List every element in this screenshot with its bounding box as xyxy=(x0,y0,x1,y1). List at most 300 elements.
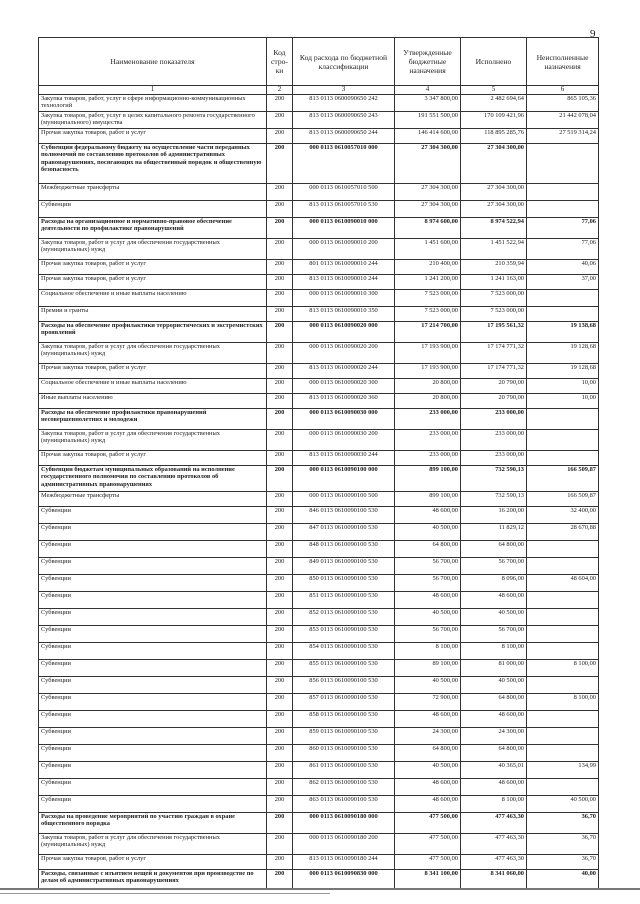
row-code: 200 xyxy=(267,855,293,870)
row-approved: 7 523 000,00 xyxy=(395,290,461,307)
table-row xyxy=(39,855,599,870)
table-row xyxy=(39,275,599,290)
row-code: 200 xyxy=(267,507,293,524)
row-kbk: 813 0113 0610090180 244 xyxy=(293,855,395,870)
row-unexecuted: 28 670,88 xyxy=(527,524,599,541)
row-approved: 210 400,00 xyxy=(395,260,461,275)
row-name: Прочая закупка товаров, работ и услуг xyxy=(39,275,267,290)
table-row xyxy=(39,451,599,466)
table-row xyxy=(39,711,599,728)
table-row xyxy=(39,575,599,592)
row-executed: 8 096,00 xyxy=(461,575,527,592)
row-approved: 40 500,00 xyxy=(395,609,461,626)
row-executed: 81 000,00 xyxy=(461,660,527,677)
row-approved: 56 700,00 xyxy=(395,558,461,575)
row-name: Субвенции xyxy=(39,626,267,643)
row-kbk: 813 0113 0610090020 360 xyxy=(293,394,395,409)
row-kbk: 860 0113 0610090100 530 xyxy=(293,745,395,762)
row-code: 200 xyxy=(267,762,293,779)
row-unexecuted xyxy=(527,728,599,745)
header-executed: Исполнено xyxy=(461,38,527,86)
page-number: 9 xyxy=(590,28,596,40)
header-approved: Утвержденные бюджетные назначения xyxy=(395,38,461,86)
table-row xyxy=(39,466,599,492)
table-row xyxy=(39,409,599,430)
row-kbk: 000 0113 0610057010 000 xyxy=(293,144,395,184)
row-approved: 89 100,00 xyxy=(395,660,461,677)
row-code: 200 xyxy=(267,394,293,409)
row-unexecuted: 19 128,68 xyxy=(527,343,599,364)
row-executed: 24 300,00 xyxy=(461,728,527,745)
row-executed: 8 100,00 xyxy=(461,796,527,813)
row-name: Субвенции xyxy=(39,694,267,711)
row-approved: 8 974 600,00 xyxy=(395,218,461,239)
row-name: Закупка товаров, работ и услуг для обеспечения государственных (муниципальных) нужд xyxy=(39,239,267,260)
row-code: 200 xyxy=(267,677,293,694)
row-kbk: 859 0113 0610090100 530 xyxy=(293,728,395,745)
row-code: 200 xyxy=(267,813,293,834)
row-code: 200 xyxy=(267,364,293,379)
row-unexecuted xyxy=(527,184,599,201)
row-unexecuted xyxy=(527,541,599,558)
row-unexecuted: 36,70 xyxy=(527,813,599,834)
row-code: 200 xyxy=(267,466,293,492)
row-executed: 56 700,00 xyxy=(461,558,527,575)
row-code: 200 xyxy=(267,129,293,144)
row-code: 200 xyxy=(267,834,293,855)
table-row xyxy=(39,239,599,260)
row-kbk: 850 0113 0610090100 530 xyxy=(293,575,395,592)
table-row xyxy=(39,643,599,660)
row-executed: 7 523 000,00 xyxy=(461,290,527,307)
row-code: 200 xyxy=(267,144,293,184)
row-name: Расходы на организационное и нормативно-правовое обеспечение деятельности по профилактике правонарушений xyxy=(39,218,267,239)
table-row xyxy=(39,260,599,275)
row-executed: 477 463,30 xyxy=(461,813,527,834)
row-kbk: 000 0113 0610090100 500 xyxy=(293,492,395,507)
column-number-row xyxy=(39,86,599,95)
row-code: 200 xyxy=(267,779,293,796)
row-kbk: 000 0113 0610057010 500 xyxy=(293,184,395,201)
row-code: 200 xyxy=(267,343,293,364)
table-row xyxy=(39,524,599,541)
row-approved: 72 900,00 xyxy=(395,694,461,711)
row-executed: 27 304 300,00 xyxy=(461,144,527,184)
table-row xyxy=(39,796,599,813)
row-kbk: 863 0113 0610090100 530 xyxy=(293,796,395,813)
row-kbk: 813 0113 0600090650 244 xyxy=(293,129,395,144)
row-code: 200 xyxy=(267,609,293,626)
table-row xyxy=(39,184,599,201)
row-name: Прочая закупка товаров, работ и услуг xyxy=(39,129,267,144)
row-approved: 56 700,00 xyxy=(395,626,461,643)
row-approved: 1 451 600,00 xyxy=(395,239,461,260)
row-approved: 40 500,00 xyxy=(395,524,461,541)
row-executed: 477 463,30 xyxy=(461,834,527,855)
row-executed: 477 463,30 xyxy=(461,855,527,870)
row-executed: 1 241 163,00 xyxy=(461,275,527,290)
row-name: Субвенции xyxy=(39,592,267,609)
row-unexecuted xyxy=(527,409,599,430)
row-code: 200 xyxy=(267,95,293,112)
table-row xyxy=(39,592,599,609)
row-approved: 56 700,00 xyxy=(395,575,461,592)
row-unexecuted xyxy=(527,643,599,660)
scan-edge-line xyxy=(0,893,330,894)
row-code: 200 xyxy=(267,870,293,889)
row-name: Субвенции xyxy=(39,796,267,813)
row-code: 200 xyxy=(267,184,293,201)
row-approved: 40 500,00 xyxy=(395,762,461,779)
row-code: 200 xyxy=(267,290,293,307)
row-executed: 8 341 060,00 xyxy=(461,870,527,889)
row-name: Субвенции федеральному бюджету на осуществление части переданных полномочий по составлению протоколов об административных правонарушениях, посягающих на общественный порядок и общественную безопасность xyxy=(39,144,267,184)
row-executed: 17 174 771,32 xyxy=(461,343,527,364)
table-row xyxy=(39,728,599,745)
row-name: Расходы на проведение мероприятий по участию граждан в охране общественного порядка xyxy=(39,813,267,834)
row-name: Закупка товаров, работ, услуг в целях капитального ремонта государственного (муниципального) имущества xyxy=(39,112,267,129)
row-unexecuted: 40 500,00 xyxy=(527,796,599,813)
table-row xyxy=(39,394,599,409)
row-unexecuted xyxy=(527,430,599,451)
row-kbk: 813 0113 0600090650 242 xyxy=(293,95,395,112)
row-approved: 27 304 300,00 xyxy=(395,184,461,201)
row-executed: 1 451 522,94 xyxy=(461,239,527,260)
row-code: 200 xyxy=(267,322,293,343)
row-approved: 48 600,00 xyxy=(395,796,461,813)
row-executed: 732 590,13 xyxy=(461,492,527,507)
row-approved: 146 414 600,00 xyxy=(395,129,461,144)
row-unexecuted: 10,00 xyxy=(527,394,599,409)
row-executed: 8 974 522,94 xyxy=(461,218,527,239)
row-kbk: 851 0113 0610090100 530 xyxy=(293,592,395,609)
row-code: 200 xyxy=(267,409,293,430)
row-unexecuted: 865 105,36 xyxy=(527,95,599,112)
table-row xyxy=(39,762,599,779)
row-approved: 20 800,00 xyxy=(395,379,461,394)
row-name: Субвенции xyxy=(39,201,267,218)
row-kbk: 000 0113 0610090030 200 xyxy=(293,430,395,451)
row-code: 200 xyxy=(267,524,293,541)
row-approved: 48 600,00 xyxy=(395,592,461,609)
row-executed: 118 895 285,76 xyxy=(461,129,527,144)
row-kbk: 848 0113 0610090100 530 xyxy=(293,541,395,558)
row-executed: 233 000,00 xyxy=(461,451,527,466)
row-executed: 210 359,94 xyxy=(461,260,527,275)
table-row xyxy=(39,144,599,184)
row-executed: 64 800,00 xyxy=(461,541,527,558)
row-kbk: 856 0113 0610090100 530 xyxy=(293,677,395,694)
column-number: 5 xyxy=(461,86,527,95)
header-unexecuted: Неисполненные назначения xyxy=(527,38,599,86)
row-approved: 1 241 200,00 xyxy=(395,275,461,290)
table-row xyxy=(39,626,599,643)
row-kbk: 000 0113 0610090020 300 xyxy=(293,379,395,394)
row-unexecuted: 8 100,00 xyxy=(527,694,599,711)
row-unexecuted: 40,06 xyxy=(527,260,599,275)
row-name: Субвенции бюджетам муниципальных образований на исполнение государственного полномочия по составлению протоколов об административных правонарушениях xyxy=(39,466,267,492)
row-kbk: 846 0113 0610090100 530 xyxy=(293,507,395,524)
row-kbk: 000 0113 0610090020 200 xyxy=(293,343,395,364)
row-kbk: 862 0113 0610090100 530 xyxy=(293,779,395,796)
row-name: Премии и гранты xyxy=(39,307,267,322)
row-unexecuted: 37,00 xyxy=(527,275,599,290)
row-code: 200 xyxy=(267,592,293,609)
row-unexecuted: 48 604,00 xyxy=(527,575,599,592)
row-kbk: 852 0113 0610090100 530 xyxy=(293,609,395,626)
row-name: Социальное обеспечение и иные выплаты населению xyxy=(39,379,267,394)
column-number: 6 xyxy=(527,86,599,95)
row-unexecuted xyxy=(527,290,599,307)
row-executed: 17 195 561,32 xyxy=(461,322,527,343)
row-kbk: 000 0113 0610090020 000 xyxy=(293,322,395,343)
row-approved: 48 600,00 xyxy=(395,711,461,728)
table-row xyxy=(39,379,599,394)
row-approved: 48 600,00 xyxy=(395,779,461,796)
row-approved: 477 500,00 xyxy=(395,855,461,870)
row-unexecuted xyxy=(527,609,599,626)
row-executed: 732 590,13 xyxy=(461,466,527,492)
row-executed: 27 304 300,00 xyxy=(461,184,527,201)
row-unexecuted xyxy=(527,451,599,466)
row-executed: 48 600,00 xyxy=(461,779,527,796)
row-approved: 64 800,00 xyxy=(395,745,461,762)
row-approved: 8 100,00 xyxy=(395,643,461,660)
table-row xyxy=(39,541,599,558)
row-kbk: 858 0113 0610090100 530 xyxy=(293,711,395,728)
row-code: 200 xyxy=(267,575,293,592)
row-code: 200 xyxy=(267,112,293,129)
row-unexecuted: 27 519 314,24 xyxy=(527,129,599,144)
table-row xyxy=(39,322,599,343)
row-unexecuted: 21 442 078,04 xyxy=(527,112,599,129)
row-kbk: 853 0113 0610090100 530 xyxy=(293,626,395,643)
row-code: 200 xyxy=(267,711,293,728)
row-code: 200 xyxy=(267,430,293,451)
row-approved: 17 193 900,00 xyxy=(395,343,461,364)
row-name: Субвенции xyxy=(39,609,267,626)
row-name: Межбюджетные трансферты xyxy=(39,184,267,201)
row-kbk: 000 0113 0610090010 300 xyxy=(293,290,395,307)
row-unexecuted xyxy=(527,745,599,762)
row-code: 200 xyxy=(267,558,293,575)
row-name: Субвенции xyxy=(39,711,267,728)
row-kbk: 847 0113 0610090100 530 xyxy=(293,524,395,541)
row-name: Расходы на обеспечение профилактики правонарушений несовершеннолетних и молодежи xyxy=(39,409,267,430)
row-unexecuted xyxy=(527,711,599,728)
row-kbk: 000 0113 0610090180 000 xyxy=(293,813,395,834)
row-name: Субвенции xyxy=(39,507,267,524)
row-name: Прочая закупка товаров, работ и услуг xyxy=(39,451,267,466)
row-unexecuted: 19 128,68 xyxy=(527,364,599,379)
row-unexecuted: 40,00 xyxy=(527,870,599,889)
row-approved: 233 000,00 xyxy=(395,430,461,451)
row-unexecuted xyxy=(527,626,599,643)
column-number: 4 xyxy=(395,86,461,95)
header-indicator-name: Наименование показателя xyxy=(39,38,267,86)
row-kbk: 000 0113 0610090030 000 xyxy=(293,409,395,430)
row-approved: 233 000,00 xyxy=(395,451,461,466)
row-executed: 40 365,01 xyxy=(461,762,527,779)
row-kbk: 854 0113 0610090100 530 xyxy=(293,643,395,660)
row-code: 200 xyxy=(267,745,293,762)
row-unexecuted: 166 509,87 xyxy=(527,466,599,492)
table-row xyxy=(39,558,599,575)
row-name: Межбюджетные трансферты xyxy=(39,492,267,507)
row-executed: 2 482 694,64 xyxy=(461,95,527,112)
row-kbk: 813 0113 0610090010 244 xyxy=(293,275,395,290)
row-code: 200 xyxy=(267,643,293,660)
row-executed: 7 523 000,00 xyxy=(461,307,527,322)
table-row xyxy=(39,129,599,144)
row-name: Субвенции xyxy=(39,728,267,745)
table-row xyxy=(39,307,599,322)
row-executed: 20 790,00 xyxy=(461,394,527,409)
row-name: Прочая закупка товаров, работ и услуг xyxy=(39,364,267,379)
row-kbk: 801 0113 0610090010 244 xyxy=(293,260,395,275)
row-name: Субвенции xyxy=(39,745,267,762)
table-row xyxy=(39,430,599,451)
row-name: Субвенции xyxy=(39,660,267,677)
row-name: Закупка товаров, работ и услуг для обеспечения государственных (муниципальных) нужд xyxy=(39,834,267,855)
row-code: 200 xyxy=(267,728,293,745)
row-name: Субвенции xyxy=(39,558,267,575)
row-code: 200 xyxy=(267,201,293,218)
row-kbk: 861 0113 0610090100 530 xyxy=(293,762,395,779)
row-approved: 20 800,00 xyxy=(395,394,461,409)
row-executed: 233 000,00 xyxy=(461,409,527,430)
row-code: 200 xyxy=(267,239,293,260)
row-executed: 64 800,00 xyxy=(461,694,527,711)
row-unexecuted: 77,06 xyxy=(527,218,599,239)
row-name: Закупка товаров, работ и услуг для обеспечения государственных (муниципальных) нужд xyxy=(39,343,267,364)
row-name: Субвенции xyxy=(39,541,267,558)
table-row xyxy=(39,609,599,626)
row-approved: 477 500,00 xyxy=(395,813,461,834)
row-code: 200 xyxy=(267,541,293,558)
row-executed: 27 304 300,00 xyxy=(461,201,527,218)
row-unexecuted xyxy=(527,779,599,796)
row-kbk: 813 0113 0600090650 243 xyxy=(293,112,395,129)
row-name: Субвенции xyxy=(39,575,267,592)
row-name: Расходы, связанные с изъятием вещей и документов при производстве по делам об административных правонарушениях xyxy=(39,870,267,889)
row-executed: 64 800,00 xyxy=(461,745,527,762)
row-unexecuted: 10,00 xyxy=(527,379,599,394)
row-unexecuted: 19 138,68 xyxy=(527,322,599,343)
row-executed: 17 174 771,32 xyxy=(461,364,527,379)
row-approved: 48 600,00 xyxy=(395,507,461,524)
row-executed: 20 790,00 xyxy=(461,379,527,394)
row-executed: 16 200,00 xyxy=(461,507,527,524)
table-row xyxy=(39,813,599,834)
table-row xyxy=(39,660,599,677)
row-name: Закупка товаров, работ, услуг в сфере информационно-коммуникационных технологий xyxy=(39,95,267,112)
row-code: 200 xyxy=(267,275,293,290)
row-kbk: 813 0113 0610090010 350 xyxy=(293,307,395,322)
row-name: Расходы на обеспечение профилактики террористических и экстремистских проявлений xyxy=(39,322,267,343)
row-approved: 233 000,00 xyxy=(395,409,461,430)
scan-edge-line xyxy=(0,888,640,890)
table-row xyxy=(39,343,599,364)
row-kbk: 813 0113 0610090020 244 xyxy=(293,364,395,379)
row-unexecuted xyxy=(527,307,599,322)
table-body xyxy=(39,95,599,889)
header-line-code: Код стро-ки xyxy=(267,38,293,86)
row-code: 200 xyxy=(267,492,293,507)
row-unexecuted: 8 100,00 xyxy=(527,660,599,677)
row-approved: 7 523 000,00 xyxy=(395,307,461,322)
row-code: 200 xyxy=(267,451,293,466)
table-row xyxy=(39,694,599,711)
row-approved: 899 100,00 xyxy=(395,466,461,492)
row-unexecuted: 134,99 xyxy=(527,762,599,779)
row-kbk: 855 0113 0610090100 530 xyxy=(293,660,395,677)
row-unexecuted: 36,70 xyxy=(527,855,599,870)
row-unexecuted xyxy=(527,201,599,218)
table-row xyxy=(39,745,599,762)
row-approved: 3 347 800,00 xyxy=(395,95,461,112)
row-approved: 477 500,00 xyxy=(395,834,461,855)
row-kbk: 000 0113 0610090830 000 xyxy=(293,870,395,889)
row-kbk: 813 0113 0610057010 530 xyxy=(293,201,395,218)
row-unexecuted: 77,06 xyxy=(527,239,599,260)
row-executed: 48 600,00 xyxy=(461,592,527,609)
row-name: Субвенции xyxy=(39,677,267,694)
row-kbk: 000 0113 0610090010 000 xyxy=(293,218,395,239)
row-code: 200 xyxy=(267,796,293,813)
header-expense-code: Код расхода по бюджетной классификации xyxy=(293,38,395,86)
row-kbk: 813 0113 0610090030 244 xyxy=(293,451,395,466)
row-approved: 40 500,00 xyxy=(395,677,461,694)
table-row xyxy=(39,870,599,889)
row-name: Субвенции xyxy=(39,779,267,796)
table-row xyxy=(39,201,599,218)
row-kbk: 849 0113 0610090100 530 xyxy=(293,558,395,575)
table-row xyxy=(39,492,599,507)
row-name: Субвенции xyxy=(39,762,267,779)
row-code: 200 xyxy=(267,694,293,711)
row-executed: 40 500,00 xyxy=(461,677,527,694)
budget-execution-table xyxy=(38,37,599,889)
column-number: 2 xyxy=(267,86,293,95)
row-executed: 170 109 421,96 xyxy=(461,112,527,129)
row-kbk: 000 0113 0610090010 200 xyxy=(293,239,395,260)
row-unexecuted xyxy=(527,144,599,184)
row-unexecuted xyxy=(527,558,599,575)
table-row xyxy=(39,677,599,694)
row-code: 200 xyxy=(267,218,293,239)
row-name: Закупка товаров, работ и услуг для обеспечения государственных (муниципальных) нужд xyxy=(39,430,267,451)
table-row xyxy=(39,779,599,796)
row-executed: 56 700,00 xyxy=(461,626,527,643)
row-name: Иные выплаты населению xyxy=(39,394,267,409)
row-approved: 17 193 900,00 xyxy=(395,364,461,379)
row-executed: 8 100,00 xyxy=(461,643,527,660)
header-row xyxy=(39,38,599,86)
row-kbk: 857 0113 0610090100 530 xyxy=(293,694,395,711)
row-code: 200 xyxy=(267,307,293,322)
row-unexecuted xyxy=(527,677,599,694)
row-approved: 64 800,00 xyxy=(395,541,461,558)
row-name: Прочая закупка товаров, работ и услуг xyxy=(39,855,267,870)
row-name: Социальное обеспечение и иные выплаты населению xyxy=(39,290,267,307)
row-unexecuted xyxy=(527,592,599,609)
row-unexecuted: 32 400,00 xyxy=(527,507,599,524)
row-executed: 48 600,00 xyxy=(461,711,527,728)
row-executed: 40 500,00 xyxy=(461,609,527,626)
row-code: 200 xyxy=(267,260,293,275)
table-row xyxy=(39,290,599,307)
